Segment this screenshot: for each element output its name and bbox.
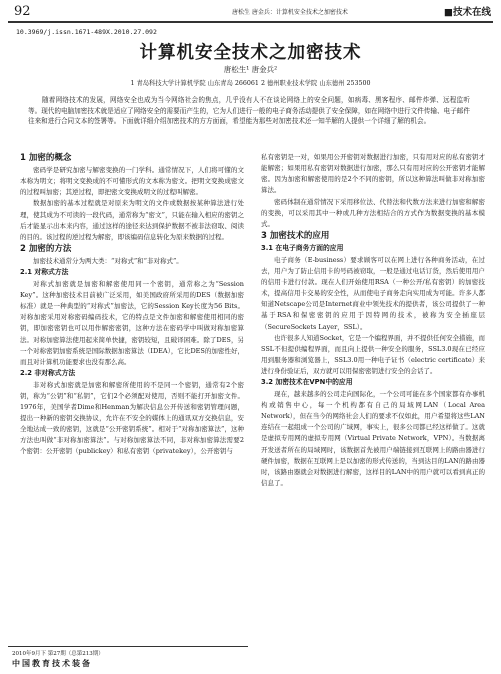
paragraph: 电子商务（E-business）要求顾客可以在网上进行各种商务活动，在过去，用户为了防止信用卡的号码被窃取，一般是通过电话订货，然后使用用户的信用卡进行付款。现在人们开始使用RSA（一种公开/私有密钥）的加密技术，提高信用卡交易的安全性，从而使电子商务走向实用成为可能。许多人都知道Netscape公司是Internet商业中领先技术的提供者，该公司提供了一种基于RSA和保密密钥的应用于因特网的技术，被称为安全插座层（SecureSockets Layer，SSL）。	[261, 255, 485, 331]
paragraph: 密码体制在通常情况下采用移位法、代替法和代数方法来进行加密和解密的变换，可以采用其中一种或几种方法相结合的方式作为数据变换的基本模式。	[261, 197, 485, 228]
paragraph: 也许很多人知道Socket，它是一个编程界面，并不提供任何安全措施，而SSL不但提供编程界面，而且向上提供一种安全的服务，SSL3.0现在已经应用到服务器和浏览器上，SSL3.0用一种电子证书（electric certificate）来进行身份验证后，双方就可以用保密密钥进行安全的会话了。	[261, 333, 485, 376]
publication-name: 中国教育技术装备	[12, 658, 92, 668]
running-header: 唐松生 唐金兵：计算机安全技术之加密技术	[232, 9, 348, 16]
paragraph: 密码学是研究加密与解密变换的一门学科。通常情况下，人们将可懂的文本称为明文；将明文变换成的不可懂形式的文本称为密文。把明文变换成密文的过程叫加密；其逆过程，即把密文变换成明文的过程叫解密。	[20, 166, 244, 197]
page-number: 92	[14, 4, 31, 19]
journal-brand: ■技术在线	[444, 7, 491, 18]
byline: 唐松生¹ 唐金兵²	[223, 65, 278, 74]
subsection-heading: 3.2 加密技术在VPN中的应用	[261, 378, 353, 387]
issue-info: 2010年9月下 第27期（总第213期）	[12, 651, 104, 657]
right-column	[261, 152, 485, 489]
paragraph: 现在，越来越多的公司走向国际化，一个公司可能在多个国家都有办事机构或销售中心，每一个机构都有自己的局域网LAN（Local Area Network），但在当今的网络社会人们的要求不仅如此，用户希望将这些LAN连结在一起组成一个公司的广域网，事实上，很多公司都已经这样做了。这就是虚拟专用网的虚拟专用网（Virtual Private Network，VPN）。当数据离开发送者所在的局域网时，该数据首先被用户端链接到互联网上的路由器进行硬件加密，数据在互联网上是以加密的形式传送的，当到达目的LAN的路由器时，该路由器就会对数据进行解密，这样目的LAN中的用户就可以看到真正的信息了。	[261, 389, 485, 488]
paragraph: 数据加密的基本过程就是对原来为明文的文件或数据按某种算法进行处理，使其成为不可读的一段代码，通常称为“密文”，只能在输入相应的密钥之后才能显示出本来内容，通过这样的途径来达到保护数据不被非法窃取、阅读的目的。该过程的逆过程为解密，即该编码信息转化为原来数据的过程。	[20, 199, 244, 241]
footer-rule	[8, 646, 248, 647]
article-title: 计算机安全技术之加密技术	[139, 43, 362, 63]
header-rule	[8, 21, 493, 23]
left-column	[20, 152, 244, 458]
section-heading: 3 加密技术的应用	[261, 231, 330, 242]
paragraph: 私有密钥是一对，如果用公开密钥对数据进行加密，只有用对应的私有密钥才能解密；如果用私有密钥对数据进行加密，那么只有用对应的公开密钥才能解密。因为加密和解密使用的是2个不同的密钥，所以这种算法叫做非对称加密算法。	[261, 153, 485, 195]
paragraph: 加密技术通常分为两大类：“对称式”和“非对称式”。	[33, 257, 183, 266]
affiliations: 1 青岛科技大学计算机学院 山东青岛 266061 2 德州职业技术学院 山东德州 253500	[130, 80, 371, 87]
doi: 10.3969/j.issn.1671-489X.2010.27.092	[16, 28, 157, 36]
paragraph: 对称式加密就是加密和解密使用同一个密钥，通常称之为“Session Key”。这种加密技术目前被广泛采用，如美国政府所采用的DES（数据加密标准）就是一种典型的“对称式”加密法，它的Session Key长度为56 Bits。对称加密采用对称密码编码技术，它的特点是文件加密和解密使用相同的密钥，即加密密钥也可以用作解密密钥，这种方法在密码学中叫做对称加密算法。对称加密算法使用起来简单快捷，密钥较短，且破译困难。除了DES，另一个对称密钥加密系统是国际数据加密算法（IDEA），它比DES的加密性好，而且对计算机功能要求也没有那么高。	[20, 279, 244, 366]
subsection-heading: 2.2 非对称式方法	[20, 369, 76, 377]
subsection-heading: 3.1 在电子商务方面的应用	[261, 244, 344, 253]
section-heading: 2 加密的方法	[20, 244, 72, 255]
paragraph: 非对称式加密就是加密和解密所使用的不是同一个密钥，通常有2个密钥，称为“公钥”和“私钥”，它们2个必须配对使用，否则不能打开加密文件。1976年，美国学者Dime和Henman为解决信息公开传送和密钥管理问题，提出一种新的密钥交换协议，允许在不安全的媒体上的通讯双方交换信息，安全地达成一致的密钥，这就是“公开密钥系统”。相对于“对称加密算法”，这种方法也叫做“非对称加密算法”。与对称加密算法不同，非对称加密算法需要2个密钥：公开密钥（publickey）和私有密钥（privatekey），公开密钥与	[20, 380, 244, 456]
abstract: 随着网络技术的发展，网络安全也成为当今网络社会的焦点，几乎没有人不在谈论网络上的安全问题，如病毒、黑客程序、邮件炸弹、远程监听等。现代的电脑加密技术就是适应了网络安全的需要而产生的，它为人们进行一般的电子商务活动提供了安全保障，如在网络中进行文件传输、电子邮件往来和进行合同文本的签署等。下面就详细介绍加密技术的方方面面，希望能为那些对加密技术还一知半解的人提供一个详细了解的机会。	[28, 96, 470, 126]
subsection-heading: 2.1 对称式方法	[20, 268, 69, 277]
section-heading: 1 加密的概念	[20, 153, 72, 163]
